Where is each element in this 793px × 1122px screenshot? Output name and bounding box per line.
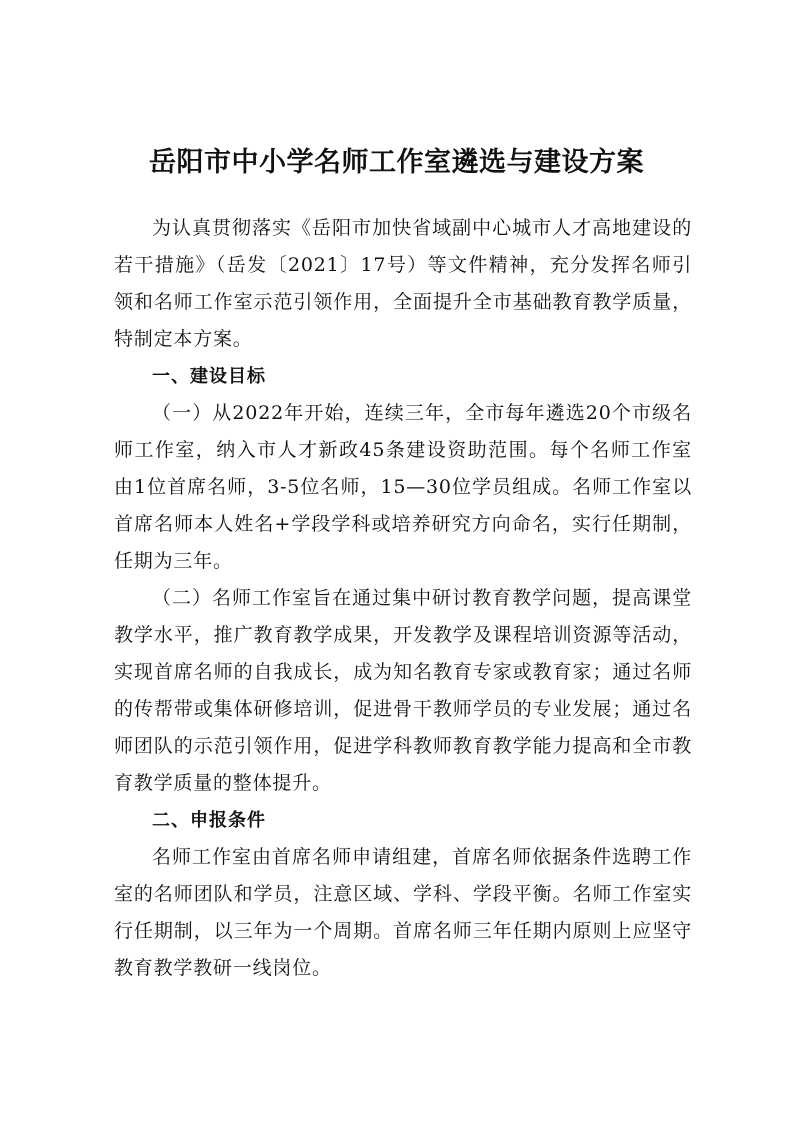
intro-paragraph: 为认真贯彻落实《岳阳市加快省域副中心城市人才高地建设的若干措施》（岳发〔2021〕17号）等文件精神，充分发挥名师引领和名师工作室示范引领作用，全面提升全市基础教育教学质量，特制定本方案。 [114,217,692,350]
document-title: 岳阳市中小学名师工作室遴选与建设方案 [149,147,644,178]
conditions-paragraph-1: 名师工作室由首席名师申请组建，首席名师依据条件选聘工作室的名师团队和学员，注意区域、学科、学段平衡。名师工作室实行任期制，以三年为一个周期。首席名师三年任期内原则上应坚守教育教学教研一线岗位。 [114,846,692,979]
goals-paragraph-1: （一）从2022年开始，连续三年，全市每年遴选20个市级名师工作室，纳入市人才新政45条建设资助范围。每个名师工作室由1位首席名师，3-5位名师，15—30位学员组成。名师工作室以首席名师本人姓名+学段学科或培养研究方向命名，实行任期制，任期为三年。 [114,402,692,572]
section-heading-goals: 一、建设目标 [152,366,266,387]
section-heading-conditions: 二、申报条件 [152,810,266,831]
goals-paragraph-2: （二）名师工作室旨在通过集中研讨教育教学问题，提高课堂教学水平，推广教育教学成果，开发教学及课程培训资源等活动，实现首席名师的自我成长，成为知名教育专家或教育家；通过名师的传帮带或集体研修培训，促进骨干教师学员的专业发展；通过名师团队的示范引领作用，促进学科教师教育教学能力提高和全市教育教学质量的整体提升。 [114,587,692,794]
document-body [114,210,692,987]
